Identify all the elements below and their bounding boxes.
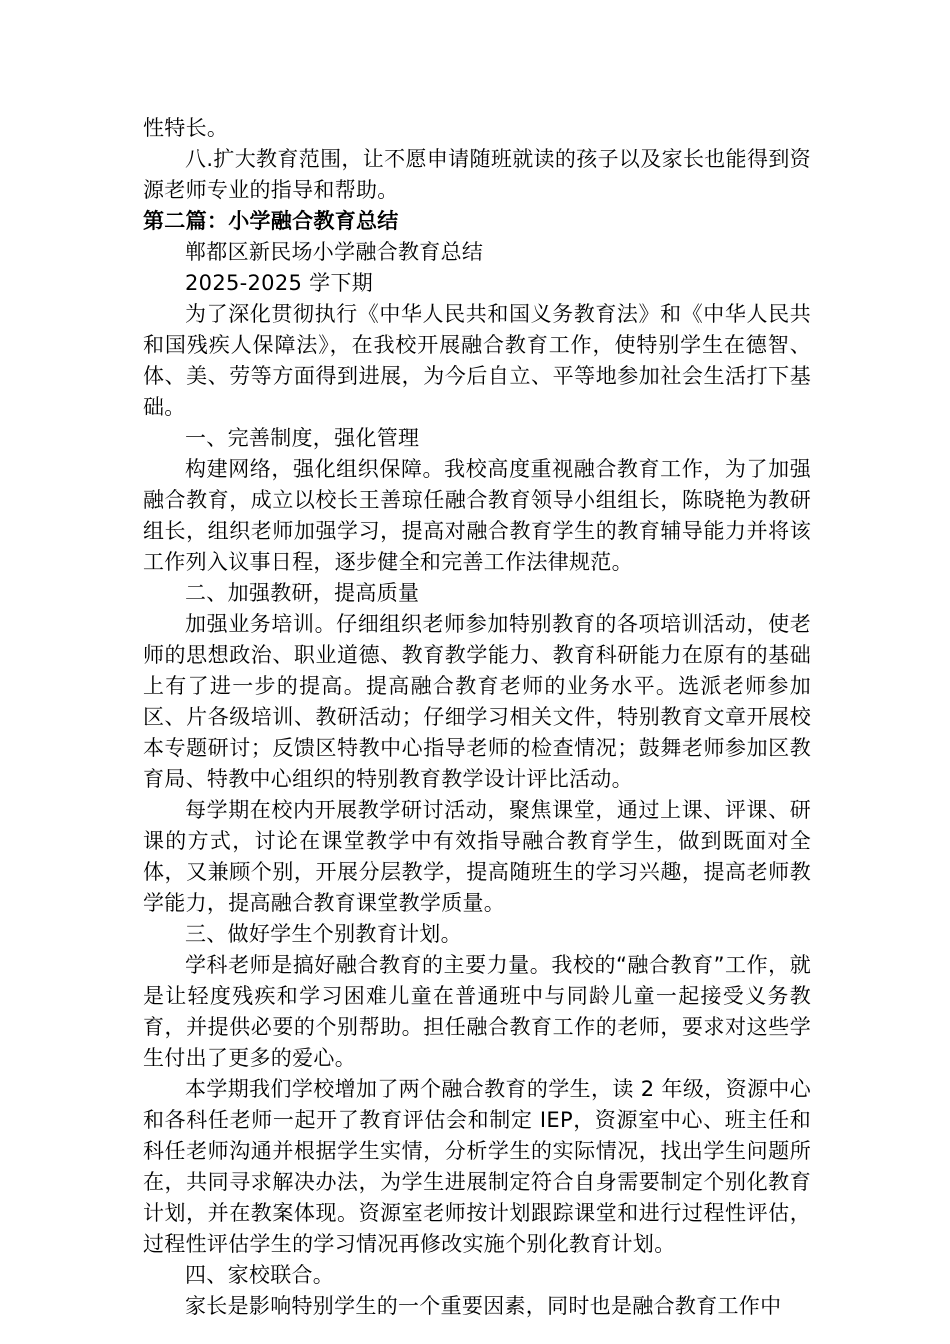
paragraph-research: 每学期在校内开展教学研讨活动，聚焦课堂，通过上课、评课、研课的方式，讨论在课堂教学中有效指导融合教育学生，做到既面对全体，又兼顾个别，开展分层教学，提高随班生的学习兴趣，提高老师教学能力，提高融合教育课堂教学质量。: [143, 798, 811, 915]
subheading-three: 三、做好学生个别教育计划。: [185, 922, 462, 946]
subheading-one: 一、完善制度，强化管理: [185, 426, 420, 450]
document-subtitle: 郸都区新民场小学融合教育总结: [185, 240, 484, 264]
paragraph-parents: 家长是影响特别学生的一个重要因素，同时也是融合教育工作中: [185, 1294, 782, 1318]
document-page: [143, 113, 811, 1322]
section-heading: 第二篇：小学融合教育总结: [143, 209, 399, 233]
paragraph-intro: 为了深化贯彻执行《中华人民共和国义务教育法》和《中华人民共和国残疾人保障法》，在我校开展融合教育工作，使特别学生在德智、体、美、劳等方面得到进展，为今后自立、平等地参加社会生活打下基础。: [143, 302, 811, 419]
paragraph-iep: 本学期我们学校增加了两个融合教育的学生，读 2 年级，资源中心和各科任老师一起开了教育评估会和制定 IEP，资源室中心、班主任和科任老师沟通并根据学生实情，分析学生的实际情况，找出学生问题所在，共同寻求解决办法，为学生进展制定符合自身需要制定个别化教育计划，并在教案体现。资源室老师按计划跟踪课堂和进行过程性评估，过程性评估学生的学习情况再修改实施个别化教育计划。: [143, 1077, 811, 1256]
paragraph-continuation: 性特长。: [143, 116, 229, 140]
document-term: 2025-2025 学下期: [185, 271, 374, 295]
paragraph-item-eight: 八.扩大教育范围，让不愿申请随班就读的孩子以及家长也能得到资源老师专业的指导和帮助。: [143, 147, 811, 202]
subheading-two: 二、加强教研，提高质量: [185, 581, 420, 605]
paragraph-teachers: 学科老师是搞好融合教育的主要力量。我校的“融合教育”工作，就是让轻度残疾和学习困难儿童在普通班中与同龄儿童一起接受义务教育，并提供必要的个别帮助。担任融合教育工作的老师，要求对这些学生付出了更多的爱心。: [143, 953, 811, 1070]
paragraph-training: 加强业务培训。仔细组织老师参加特别教育的各项培训活动，使老师的思想政治、职业道德、教育教学能力、教育科研能力在原有的基础上有了进一步的提高。提高融合教育老师的业务水平。选派老师参加区、片各级培训、教研活动；仔细学习相关文件，特别教育文章开展校本专题研讨；反馈区特教中心指导老师的检查情况；鼓舞老师参加区教育局、特教中心组织的特别教育教学设计评比活动。: [143, 612, 811, 791]
subheading-four: 四、家校联合。: [185, 1263, 335, 1287]
paragraph-organization: 构建网络，强化组织保障。我校高度重视融合教育工作，为了加强融合教育，成立以校长王善琼任融合教育领导小组组长，陈晓艳为教研组长，组织老师加强学习，提高对融合教育学生的教育辅导能力并将该工作列入议事日程，逐步健全和完善工作法律规范。: [143, 457, 811, 574]
